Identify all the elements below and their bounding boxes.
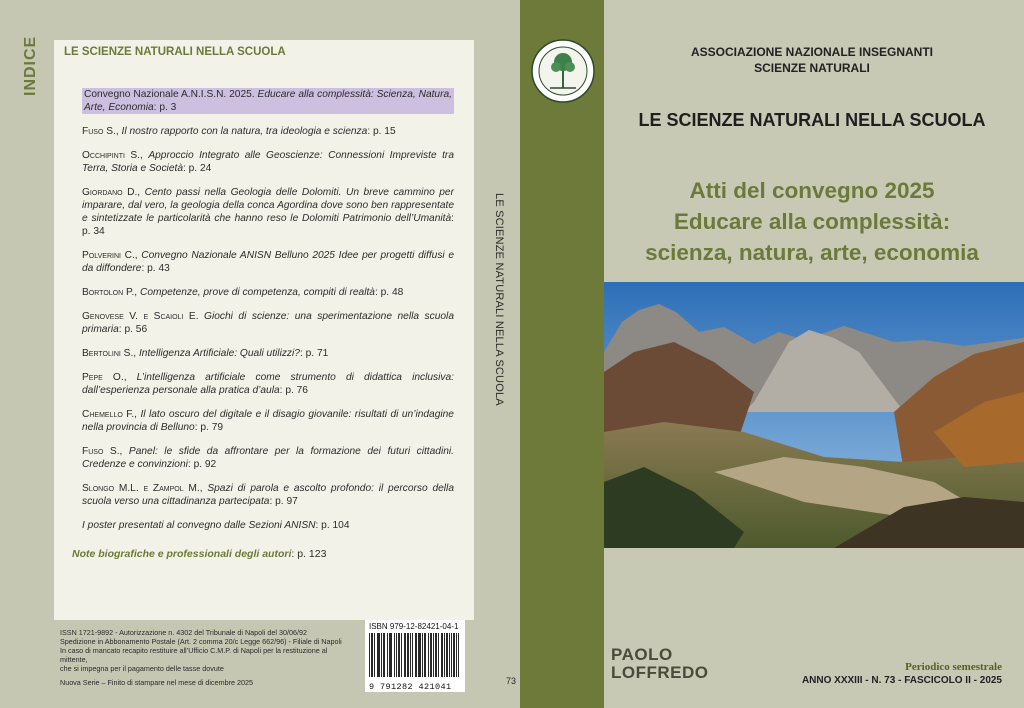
index-entry-prefix: ,: [134, 250, 142, 261]
barcode-bar: [416, 633, 417, 677]
barcode-bar: [399, 633, 400, 677]
barcode-bar: [425, 633, 426, 677]
index-entry: [82, 310, 454, 336]
issue-label: ANNO XXXIII - N. 73 - FASCICOLO II - 2025: [801, 675, 1002, 686]
barcode-number: 9 791282 421041: [369, 682, 452, 692]
index-entries: [64, 88, 464, 532]
index-entry-authors: Polverini C.: [82, 250, 135, 261]
barcode-bar: [398, 633, 399, 677]
index-entry-title: Cento passi nella Geologia delle Dolomiti. Un breve cammino per imparare, dal vero, la geologia della conca Agordina dove sono ben rappresentate e sintetizzate le particolarità che hanno reso le Dolomiti Patrimonio dell’Umanità: [82, 187, 454, 224]
index-entry-page: : p. 56: [118, 324, 148, 335]
barcode-bar: [369, 633, 370, 677]
barcode-bar: [378, 633, 379, 677]
barcode-bar: [377, 633, 378, 677]
front-green-stripe: [520, 0, 604, 708]
barcode-bar: [418, 633, 419, 677]
barcode-bar: [394, 633, 395, 677]
barcode-bar: [451, 633, 452, 677]
barcode-icon: [369, 633, 461, 677]
index-entry: [82, 186, 454, 238]
barcode-bar: [438, 633, 439, 677]
index-entry-title: Giochi di scienze: una sperimentazione nella scuola primaria: [82, 311, 454, 335]
index-entry-title: Intelligenza Artificiale: Quali utilizzi?: [138, 348, 300, 359]
index-entry-title: Approccio Integrato alle Geoscienze: Connessioni Impreviste tra Terra, Storia e Società: [82, 150, 454, 174]
barcode-bar: [419, 633, 420, 677]
index-entry: [82, 286, 454, 299]
barcode-bar: [420, 633, 421, 677]
index-entry-page: : p. 34: [82, 213, 454, 237]
journal-title: LE SCIENZE NATURALI NELLA SCUOLA: [638, 110, 986, 130]
index-entry-prefix: ,: [140, 150, 149, 161]
index-entry-authors: Genovese V. e Scaioli E.: [82, 311, 199, 322]
barcode-bar: [391, 633, 392, 677]
index-entry: [82, 88, 454, 114]
barcode-bar: [453, 633, 454, 677]
index-entry-page: : p. 24: [182, 163, 212, 174]
index-entry-page: : p. 97: [269, 496, 298, 507]
index-entry: [82, 408, 454, 434]
association-line: SCIENZE NATURALI: [754, 61, 870, 75]
index-entry-authors: Fuso S.: [82, 446, 120, 457]
barcode-bar: [387, 633, 388, 677]
index-entry: [82, 519, 454, 532]
print-note: Nuova Serie – Finito di stampare nel mese di dicembre 2025: [60, 678, 253, 687]
index-entry-title: Il lato oscuro del digitale e il disagio giovanile: risultati di un’indagine nella provincia di Belluno: [82, 409, 454, 433]
barcode-bar: [424, 633, 425, 677]
barcode-bar: [431, 633, 432, 677]
barcode-bar: [379, 633, 380, 677]
legal-line: In caso di mancato recapito restituire all’Ufficio C.M.P. di Napoli per la restituzione al mittente,: [60, 646, 328, 664]
index-entry-prefix: ,: [199, 483, 208, 494]
conference-title-line: scienza, natura, arte, economia: [645, 240, 979, 265]
barcode-bar: [449, 633, 450, 677]
conference-title: [612, 175, 1012, 268]
barcode-bar: [390, 633, 391, 677]
barcode-bar: [383, 633, 384, 677]
index-entry-authors: Occhipinti S.: [82, 150, 141, 161]
legal-notice: [60, 628, 350, 673]
index-side-label: INDICE: [22, 35, 39, 96]
index-entry: [82, 249, 454, 275]
publisher-logo: [611, 645, 709, 682]
barcode-bar: [441, 633, 442, 677]
index-entry-title: Spazi di parola e ascolto profondo: il percorso della scuola verso una cittadinanza partecipata: [82, 483, 454, 507]
barcode-bar: [436, 633, 437, 677]
index-entry-page: : p. 43: [141, 263, 170, 274]
index-header: LE SCIENZE NATURALI NELLA SCUOLA: [64, 46, 286, 58]
isbn-text: ISBN 979-12-82421-04-1: [369, 622, 459, 631]
index-entry-title: Educare alla complessità: Scienza, Natura, Arte, Economia: [84, 89, 452, 113]
index-entry-page: : p. 79: [194, 422, 224, 433]
index-entry-authors: Slongo M.L. e Zampol M.: [82, 483, 200, 494]
index-entry-title: Il nostro rapporto con la natura, tra ideologia e scienza: [121, 126, 368, 137]
index-entry-title: Convegno Nazionale ANISN Belluno 2025 Idee per progetti diffusi e da diffondere: [82, 250, 454, 274]
index-entry-title: Competenze, prove di competenza, compiti di realtà: [139, 287, 375, 298]
barcode-bar: [412, 633, 413, 677]
index-entry-page: : p. 76: [279, 385, 308, 396]
bio-title: Note biografiche e professionali degli autori: [72, 548, 292, 560]
periodicity-label: Periodico semestrale: [905, 661, 1002, 673]
index-entry-authors: Pepe O.: [82, 372, 124, 383]
barcode-bar: [389, 633, 390, 677]
index-entry-title: L’intelligenza artificiale come strumento di didattica inclusiva: dall’esperienza personale alla pratica d’aula: [82, 372, 454, 396]
index-entry-authors: Giordano D.: [82, 187, 138, 198]
legal-line: Spedizione in Abbonamento Postale (Art. 2 comma 20/c Legge 662/96) - Filiale di Napoli: [60, 637, 342, 646]
barcode-bar: [396, 633, 397, 677]
index-entry-prefix: Convegno Nazionale A.N.I.S.N. 2025.: [84, 89, 258, 100]
barcode-bar: [407, 633, 408, 677]
barcode-bar: [456, 633, 457, 677]
barcode-bar: [447, 633, 448, 677]
index-entry-prefix: ,: [119, 446, 129, 457]
association-logo-icon: [530, 38, 596, 104]
barcode-bar: [435, 633, 436, 677]
barcode-bar: [415, 633, 416, 677]
index-entry-prefix: ,: [123, 372, 137, 383]
index-entry: [82, 347, 454, 360]
barcode-bar: [444, 633, 445, 677]
barcode-bar: [410, 633, 411, 677]
index-entry-title: I poster presentati al convegno dalle Sezioni ANISN: [82, 520, 316, 531]
index-entry-authors: Bortolon P.: [82, 287, 135, 298]
bio-page: : p. 123: [291, 548, 327, 560]
index-entry-authors: Fuso S.: [82, 126, 116, 137]
barcode-bar: [446, 633, 447, 677]
publisher-line: LOFFREDO: [611, 663, 709, 682]
barcode-bar: [404, 633, 405, 677]
index-entry-title: Panel: le sfide da affrontare per la formazione dei futuri cittadini. Credenze e convinzioni: [82, 446, 454, 470]
index-entry: [82, 445, 454, 471]
publisher-line: PAOLO: [611, 645, 673, 664]
barcode-bar: [408, 633, 409, 677]
legal-line: ISSN 1721-9892 - Autorizzazione n. 4302 del Tribunale di Napoli del 30/06/92: [60, 628, 307, 637]
barcode-bar: [381, 633, 382, 677]
mountain-landscape-image: [604, 282, 1024, 548]
barcode-bar: [374, 633, 375, 677]
conference-title-line: Educare alla complessità:: [673, 209, 951, 234]
barcode-bar: [454, 633, 455, 677]
barcode-bar: [442, 633, 443, 677]
association-name: [612, 44, 1012, 76]
barcode-bar: [372, 633, 373, 677]
index-entry-page: : p. 71: [299, 348, 329, 359]
index-entry-prefix: ,: [137, 187, 145, 198]
index-entry-prefix: ,: [134, 287, 140, 298]
index-entry: [82, 482, 454, 508]
index-entry-authors: Bertolini S.: [82, 348, 134, 359]
barcode-bar: [401, 633, 402, 677]
index-panel: [54, 40, 474, 620]
barcode-bar: [371, 633, 372, 677]
index-entry: [82, 125, 454, 138]
barcode-bar: [458, 633, 459, 677]
barcode-bar: [433, 633, 434, 677]
bio-entry: [72, 548, 464, 560]
index-entry: [82, 149, 454, 175]
index-entry-authors: Chemello F.: [82, 409, 135, 420]
spine-title: LE SCIENZE NATURALI NELLA SCUOLA: [493, 193, 505, 406]
barcode-bar: [430, 633, 431, 677]
legal-line: che si impegna per il pagamento delle tasse dovute: [60, 664, 224, 673]
barcode-bar: [428, 633, 429, 677]
barcode-bar: [405, 633, 406, 677]
index-entry-page: : p. 104: [315, 520, 350, 531]
index-entry-page: : p. 15: [367, 126, 396, 137]
index-entry-page: : p. 3: [153, 102, 177, 113]
index-entry-prefix: ,: [133, 348, 139, 359]
index-entry-page: : p. 48: [374, 287, 404, 298]
barcode-bar: [422, 633, 423, 677]
index-entry-prefix: ,: [134, 409, 141, 420]
association-line: ASSOCIAZIONE NAZIONALE INSEGNANTI: [690, 45, 933, 59]
barcode-bar: [384, 633, 385, 677]
conference-title-line: Atti del convegno 2025: [689, 178, 935, 203]
page-number: 73: [506, 676, 517, 686]
isbn-box: [365, 620, 465, 692]
index-entry-page: : p. 92: [187, 459, 217, 470]
index-entry: [82, 371, 454, 397]
index-entry-prefix: ,: [115, 126, 122, 137]
